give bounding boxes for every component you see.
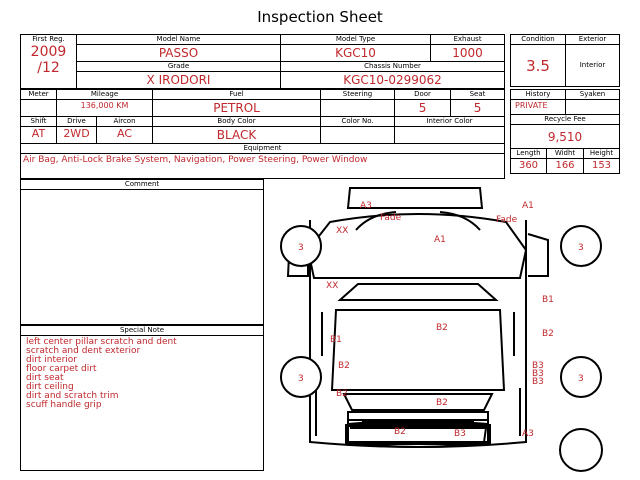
spare-wheel (560, 429, 602, 471)
note-line: dirt interior (26, 355, 77, 365)
recycle-fee-value: 9,510 (547, 129, 583, 144)
mark-xx-left: XX (326, 281, 339, 291)
mark-wheel-rl: 3 (298, 374, 304, 384)
chassis-label: Chassis Number (364, 62, 421, 70)
fuel-label: Fuel (229, 90, 244, 98)
body-color-value: BLACK (216, 128, 257, 142)
shift-value: AT (31, 127, 46, 140)
special-note-label: Special Note (21, 326, 263, 336)
page-title: Inspection Sheet (257, 8, 383, 26)
mark-b2-bumper: B2 (394, 427, 406, 437)
condition-value: 3.5 (526, 56, 550, 75)
height-value: 153 (591, 160, 612, 171)
color-no-label: Color No. (341, 117, 374, 125)
aircon-label: Aircon (113, 117, 136, 125)
first-reg-cell (21, 35, 77, 89)
length-label: Length (516, 149, 541, 157)
mark-b2-rear: B2 (436, 398, 448, 408)
length-value: 360 (518, 160, 539, 171)
shift-label: Shift (30, 117, 47, 125)
width-label: Widht (554, 149, 576, 157)
drive-value: 2WD (63, 127, 90, 140)
mark-b3-r3: B3 (532, 377, 544, 387)
height-label: Height (589, 149, 614, 157)
note-line: scuff handle grip (26, 400, 102, 410)
special-note-list (21, 336, 263, 410)
door-value: 5 (418, 101, 427, 115)
drive-label: Drive (67, 117, 86, 125)
exhaust-label: Exhaust (453, 35, 482, 43)
model-type-value: KGC10 (335, 46, 376, 60)
note-line: dirt ceiling (26, 382, 74, 392)
grade-value: X IRODORI (146, 73, 211, 87)
mark-b2-right: B2 (542, 329, 554, 339)
mileage-value: 136,000 KM (80, 101, 129, 110)
mark-b3-r2: B3 (532, 369, 544, 379)
mark-fade-left: Fade (380, 213, 402, 223)
grade-label: Grade (167, 62, 190, 70)
rear-window-outline (344, 394, 492, 410)
model-name-value: PASSO (158, 46, 199, 60)
mark-a3-bumper: A3 (522, 429, 534, 439)
mark-a3-top: A3 (360, 201, 372, 211)
mark-b2-left-low: B2 (336, 389, 348, 399)
first-reg-label: First Reg. (32, 35, 65, 43)
aircon-value: AC (117, 127, 133, 140)
model-name-label: Model Name (156, 35, 201, 43)
tailgate-outline (348, 412, 488, 420)
right-door-line (514, 312, 520, 436)
condition-table (510, 34, 620, 87)
steering-label: Steering (342, 90, 373, 98)
comment-label: Comment (21, 180, 263, 190)
right-front-panel-outline (528, 234, 548, 276)
vehicle-info-table (20, 34, 505, 89)
mark-a1-hood: A1 (434, 235, 446, 245)
interior-color-label: Interior Color (426, 117, 473, 125)
mark-wheel-fl: 3 (298, 243, 304, 253)
seat-label: Seat (469, 90, 486, 98)
chassis-value: KGC10-0299062 (343, 73, 442, 87)
cabin-outline (332, 310, 504, 390)
mark-b2-left: B2 (338, 361, 350, 371)
mark-xx-top: XX (336, 226, 349, 236)
note-line: dirt and scratch trim (26, 391, 119, 401)
meter-label: Meter (28, 90, 49, 98)
width-value: 166 (555, 160, 575, 171)
fuel-value: PETROL (213, 101, 260, 115)
mark-a1-top: A1 (522, 201, 534, 211)
mark-b2-roof: B2 (436, 323, 448, 333)
note-line: floor carpet dirt (26, 364, 97, 374)
door-label: Door (414, 90, 431, 98)
body-color-label: Body Color (217, 117, 256, 125)
mileage-label: Mileage (90, 90, 119, 98)
equipment-value: Air Bag, Anti-Lock Brake System, Navigation, Power Steering, Power Window (23, 155, 368, 165)
exhaust-value: 1000 (452, 46, 483, 60)
windshield-outline (340, 284, 496, 300)
mark-b1-left: B1 (330, 335, 342, 345)
comment-box (20, 179, 264, 325)
mark-b1-right: B1 (542, 295, 554, 305)
note-line: dirt seat (26, 373, 64, 383)
condition-label: Condition (521, 35, 555, 43)
mark-wheel-fr: 3 (578, 243, 584, 253)
model-type-label: Model Type (335, 35, 376, 43)
mark-b3-bumper: B3 (454, 429, 466, 439)
hood-outline (308, 214, 526, 278)
spec-table (20, 89, 505, 179)
history-value: PRIVATE (515, 101, 548, 110)
interior-label: Interior (579, 61, 606, 69)
note-line: scratch and dent exterior (26, 346, 141, 356)
special-note-box (20, 325, 264, 471)
history-label: History (525, 90, 551, 98)
equipment-label: Equipment (243, 144, 282, 152)
first-reg-year: 2009 (30, 44, 67, 60)
history-table (510, 89, 620, 174)
syaken-label: Syaken (579, 90, 606, 98)
mark-b3-r1: B3 (532, 361, 544, 371)
first-reg-month: /12 (37, 60, 60, 76)
car-damage-diagram (270, 180, 632, 476)
note-line: left center pillar scratch and dent (26, 337, 177, 347)
seat-value: 5 (473, 101, 482, 115)
mark-wheel-rr: 3 (578, 374, 584, 384)
mark-fade-right: Fade (496, 215, 518, 225)
recycle-fee-label: Recycle Fee (544, 115, 586, 123)
exterior-label: Exterior (578, 35, 607, 43)
